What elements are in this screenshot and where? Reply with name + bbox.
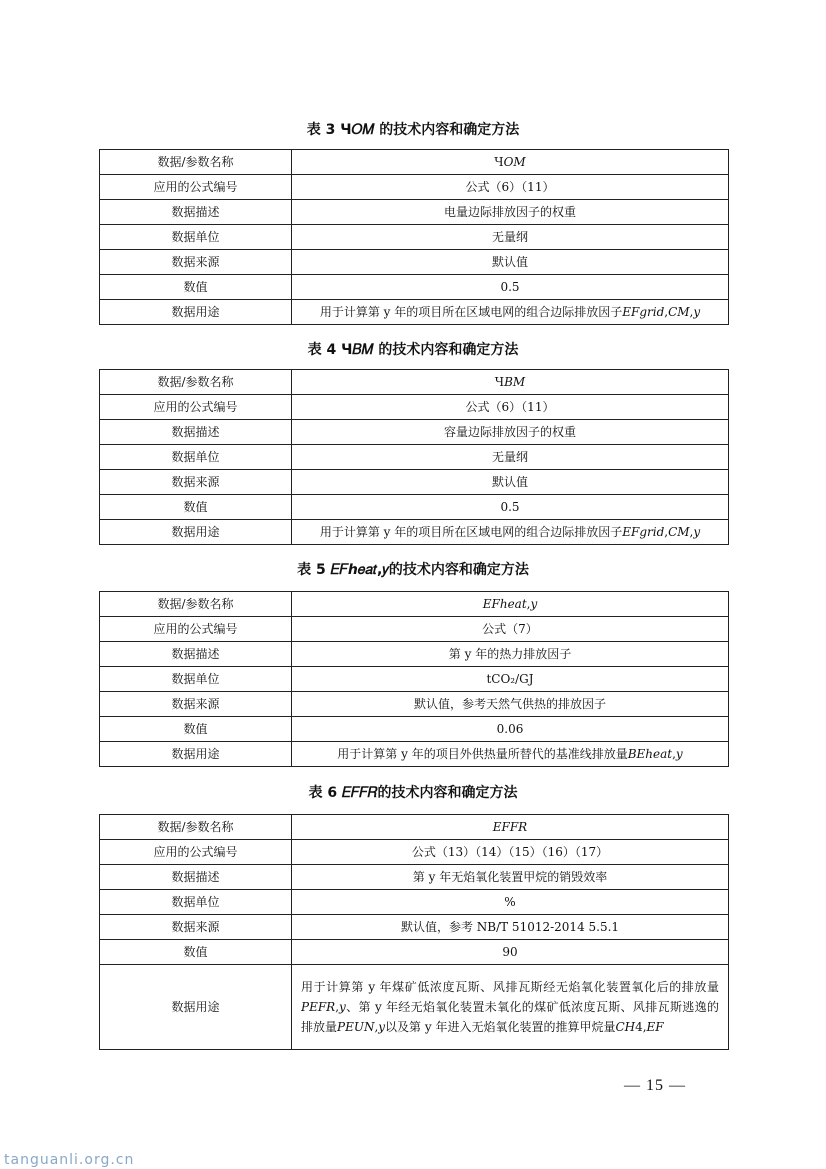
table-cell-key: 数据单位 [100,667,292,692]
table-cell-value: 第 y 年无焰氧化装置甲烷的销毁效率 [292,865,729,890]
table-cell-value: 用于计算第 y 年的项目所在区域电网的组合边际排放因子𝐸𝐹𝑔𝑟𝑖𝑑,𝐶𝑀,𝑦 [292,300,729,325]
table-cell-key: 数据描述 [100,420,292,445]
table-cell-value: 𝐸𝐹𝐹𝑅 [292,815,729,840]
table-cell-value: 公式（6）（11） [292,395,729,420]
table-row [100,395,729,420]
table-cell-key: 数据描述 [100,865,292,890]
table-cell-value: 默认值 [292,470,729,495]
table-cell-key: 数据/参数名称 [100,592,292,617]
table-cell-key: 数据/参数名称 [100,150,292,175]
table-row [100,592,729,617]
table-row [100,890,729,915]
table-row [100,150,729,175]
table-cell-key: 数值 [100,717,292,742]
table-row [100,915,729,940]
table-cell-key: 应用的公式编号 [100,175,292,200]
table-row [100,815,729,840]
table-row [100,370,729,395]
table-cell-key: 应用的公式编号 [100,617,292,642]
table-row [100,200,729,225]
watermark: tanguanli.org.cn [4,1152,135,1168]
table-3-caption: 表 3 Ч𝑂𝑀 的技术内容和确定方法 [306,122,520,138]
table-row [100,225,729,250]
table-row [100,617,729,642]
table-cell-key: 数据来源 [100,915,292,940]
table-cell-value: 90 [292,940,729,965]
table-row [100,692,729,717]
table-row [100,840,729,865]
table-4-caption: 表 4 Ч𝐵𝑀 的技术内容和确定方法 [307,342,519,358]
table-row [100,667,729,692]
table-6 [99,814,729,1050]
table-cell-key: 数据单位 [100,890,292,915]
table-row [100,642,729,667]
table-row [100,250,729,275]
table-cell-key: 数值 [100,275,292,300]
table-row [100,965,729,1050]
table-row [100,717,729,742]
table-row [100,495,729,520]
table-row [100,445,729,470]
table-row [100,520,729,545]
table-cell-key: 数据来源 [100,692,292,717]
table-cell-key: 数据用途 [100,300,292,325]
table-cell-value: 0.5 [292,275,729,300]
table-cell-value: 默认值 [292,250,729,275]
table-cell-value: 第 y 年的热力排放因子 [292,642,729,667]
table-cell-value: 默认值，参考 NB/T 51012-2014 5.5.1 [292,915,729,940]
table-cell-value: 无量纲 [292,225,729,250]
table-row [100,300,729,325]
table-cell-value: 公式（7） [292,617,729,642]
table-cell-key: 数据来源 [100,470,292,495]
table-cell-key: 数据/参数名称 [100,370,292,395]
table-row [100,742,729,767]
table-cell-value: % [292,890,729,915]
table-cell-value: 公式（6）（11） [292,175,729,200]
table-cell-value: 用于计算第 y 年的项目所在区域电网的组合边际排放因子𝐸𝐹𝑔𝑟𝑖𝑑,𝐶𝑀,𝑦 [292,520,729,545]
table-cell-key: 应用的公式编号 [100,395,292,420]
table-cell-key: 数据单位 [100,445,292,470]
table-cell-key: 应用的公式编号 [100,840,292,865]
table-5 [99,591,729,767]
table-cell-value: 容量边际排放因子的权重 [292,420,729,445]
table-cell-key: 数据/参数名称 [100,815,292,840]
table-cell-value: 公式（13）（14）（15）（16）（17） [292,840,729,865]
table-cell-key: 数据来源 [100,250,292,275]
table-5-caption: 表 5 𝐸𝐹ℎ𝑒𝑎𝑡,𝑦的技术内容和确定方法 [297,562,529,578]
table-row [100,420,729,445]
table-cell-value: 默认值，参考天然气供热的排放因子 [292,692,729,717]
table-cell-key: 数据用途 [100,742,292,767]
table-row [100,940,729,965]
table-cell-value: 0.5 [292,495,729,520]
table-row [100,470,729,495]
table-cell-value: Ч𝐵𝑀 [292,370,729,395]
page-number: — 15 — [624,1077,686,1094]
table-row [100,175,729,200]
table-cell-key: 数值 [100,940,292,965]
table-cell-key: 数据描述 [100,200,292,225]
table-cell-value: 0.06 [292,717,729,742]
table-cell-value: 用于计算第 y 年的项目外供热量所替代的基准线排放量𝐵𝐸ℎ𝑒𝑎𝑡,𝑦 [292,742,729,767]
table-row [100,275,729,300]
table-cell-key: 数值 [100,495,292,520]
table-cell-key: 数据单位 [100,225,292,250]
table-cell-value: 𝐸𝐹ℎ𝑒𝑎𝑡,𝑦 [292,592,729,617]
table-cell-value: Ч𝑂𝑀 [292,150,729,175]
table-4 [99,369,729,545]
table-row [100,865,729,890]
table-cell-value: tCO₂/GJ [292,667,729,692]
table-6-caption: 表 6 𝐸𝐹𝐹𝑅的技术内容和确定方法 [308,785,518,801]
table-cell-value: 电量边际排放因子的权重 [292,200,729,225]
table-3 [99,149,729,325]
table-cell-value: 无量纲 [292,445,729,470]
table-cell-key: 数据描述 [100,642,292,667]
table-cell-value: 用于计算第 y 年煤矿低浓度瓦斯、风排瓦斯经无焰氧化装置氧化后的排放量𝑃𝐸𝐹𝑅,𝑦、第 y 年经无焰氧化装置未氧化的煤矿低浓度瓦斯、风排瓦斯逃逸的排放量𝑃𝐸𝑈𝑁,𝑦以及第 y 年进入无焰氧化装置的推算甲烷量𝐶𝐻4,𝐸𝐹 [292,965,729,1050]
table-cell-key: 数据用途 [100,965,292,1050]
table-cell-key: 数据用途 [100,520,292,545]
